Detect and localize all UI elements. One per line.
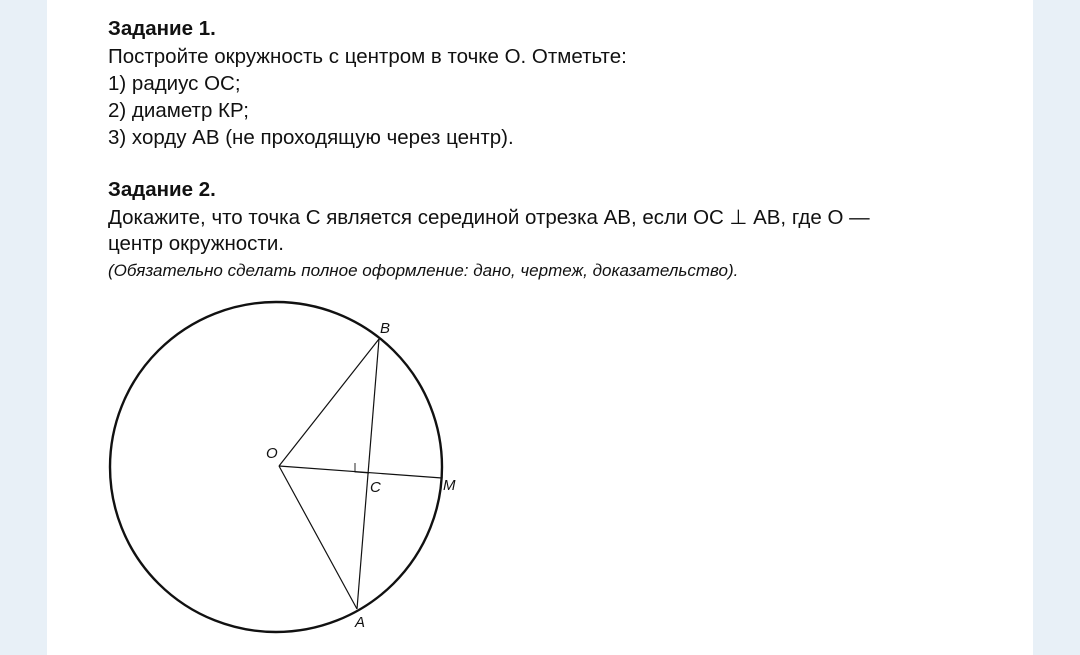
label-M: M: [443, 477, 456, 494]
circle: [110, 302, 442, 632]
label-C: C: [370, 479, 381, 496]
task2-title: Задание 2.: [108, 178, 216, 201]
task2-statement-line1: Докажите, что точка С является серединой отрезка АВ, если ОС ⊥ АВ, где О —: [108, 206, 870, 229]
task2-statement-line2: центр окружности.: [108, 232, 284, 255]
radius-OA: [279, 466, 357, 609]
task1-item-1: 1) радиус ОС;: [108, 72, 241, 95]
label-B: B: [380, 320, 391, 337]
task1-item-2: 2) диаметр КР;: [108, 99, 249, 122]
chord-AB: [357, 339, 379, 609]
label-A: A: [355, 614, 366, 631]
task1-title: Задание 1.: [108, 17, 216, 40]
task2-note: (Обязательно сделать полное оформление: дано, чертеж, доказательство).: [108, 261, 739, 280]
task1-instruction: Постройте окружность с центром в точке О. Отметьте:: [108, 45, 627, 68]
task1-item-3: 3) хорду АВ (не проходящую через центр).: [108, 126, 514, 149]
radius-OB: [279, 339, 379, 466]
label-O: O: [266, 445, 278, 462]
